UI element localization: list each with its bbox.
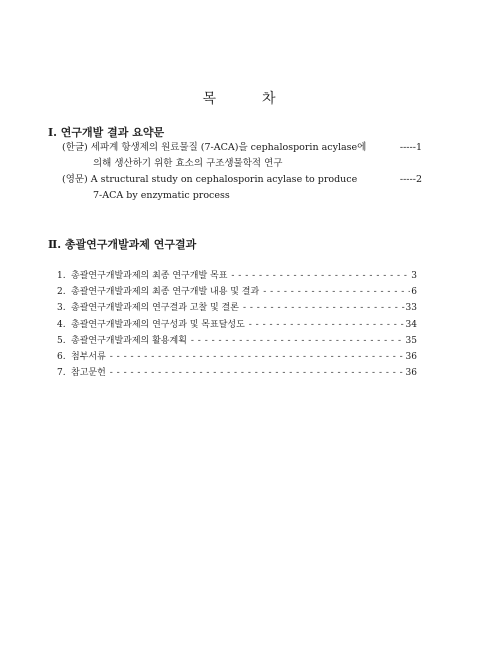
toc-item-label: 첨부서류 [71, 351, 106, 362]
toc-item [57, 365, 417, 381]
toc-leader [110, 349, 405, 365]
toc-item-label: 총괄연구개발과제의 최종 연구개발 내용 및 결과 [71, 287, 260, 298]
toc-item-label: 총괄연구개발과제의 활용계획 [71, 335, 187, 346]
english-abstract-title: (영문) A structural study on cephalosporin acylase to produce [62, 174, 358, 185]
toc-item [57, 268, 417, 284]
english-abstract-line-1 [62, 174, 422, 186]
toc-item-page: 6 [411, 287, 417, 298]
toc-item-page: 36 [405, 351, 417, 362]
toc-leader [110, 365, 405, 381]
toc-leader [231, 268, 410, 284]
korean-abstract-line-1 [62, 142, 422, 154]
toc-item [57, 333, 417, 349]
english-abstract-line-2: 7-ACA by enzymatic process [93, 190, 230, 201]
toc-item-page: 36 [405, 368, 417, 379]
korean-abstract-line-2: 의해 생산하기 위한 효소의 구조생물학적 연구 [93, 158, 283, 169]
toc-item-label: 총괄연구개발과제의 연구성과 및 목표달성도 [71, 319, 245, 330]
toc-item-page: 34 [405, 319, 417, 330]
toc-item-label: 참고문헌 [71, 368, 106, 379]
toc-item-label: 총괄연구개발과제의 연구결과 고찰 및 결론 [71, 303, 239, 314]
title-char-1: 목 [202, 91, 218, 107]
toc-leader [191, 333, 405, 349]
toc-item-page: 33 [405, 303, 417, 314]
toc-item-number: 4. [57, 319, 66, 330]
toc-item-number: 7. [57, 368, 66, 379]
toc-leader [243, 300, 405, 316]
toc-item-label: 총괄연구개발과제의 최종 연구개발 목표 [71, 271, 228, 281]
toc-item [57, 284, 417, 300]
english-abstract-page: -----2 [399, 174, 422, 185]
toc-item [57, 300, 417, 316]
toc-item [57, 317, 417, 333]
section-2-heading: Ⅱ. 총괄연구개발과제 연구결과 [48, 238, 197, 251]
toc-item-number: 1. [57, 271, 66, 281]
korean-abstract-page: -----1 [399, 142, 422, 153]
toc-item-page: 35 [405, 335, 417, 346]
title-char-2: 차 [262, 91, 278, 107]
toc-item-number: 3. [57, 303, 66, 314]
toc-item-number: 2. [57, 287, 66, 298]
toc-item-page: 3 [411, 271, 417, 281]
toc-leader [249, 317, 405, 333]
toc-item [57, 349, 417, 365]
page-title [0, 88, 480, 108]
toc-leader [263, 284, 410, 300]
toc-item-number: 6. [57, 351, 66, 362]
toc-list [57, 268, 417, 381]
korean-abstract-title: (한글) 세파계 항생제의 원료물질 (7-ACA)을 cephalosporin acylase에 [62, 142, 367, 153]
toc-item-number: 5. [57, 335, 66, 346]
section-1-heading: Ⅰ. 연구개발 결과 요약문 [48, 126, 165, 139]
